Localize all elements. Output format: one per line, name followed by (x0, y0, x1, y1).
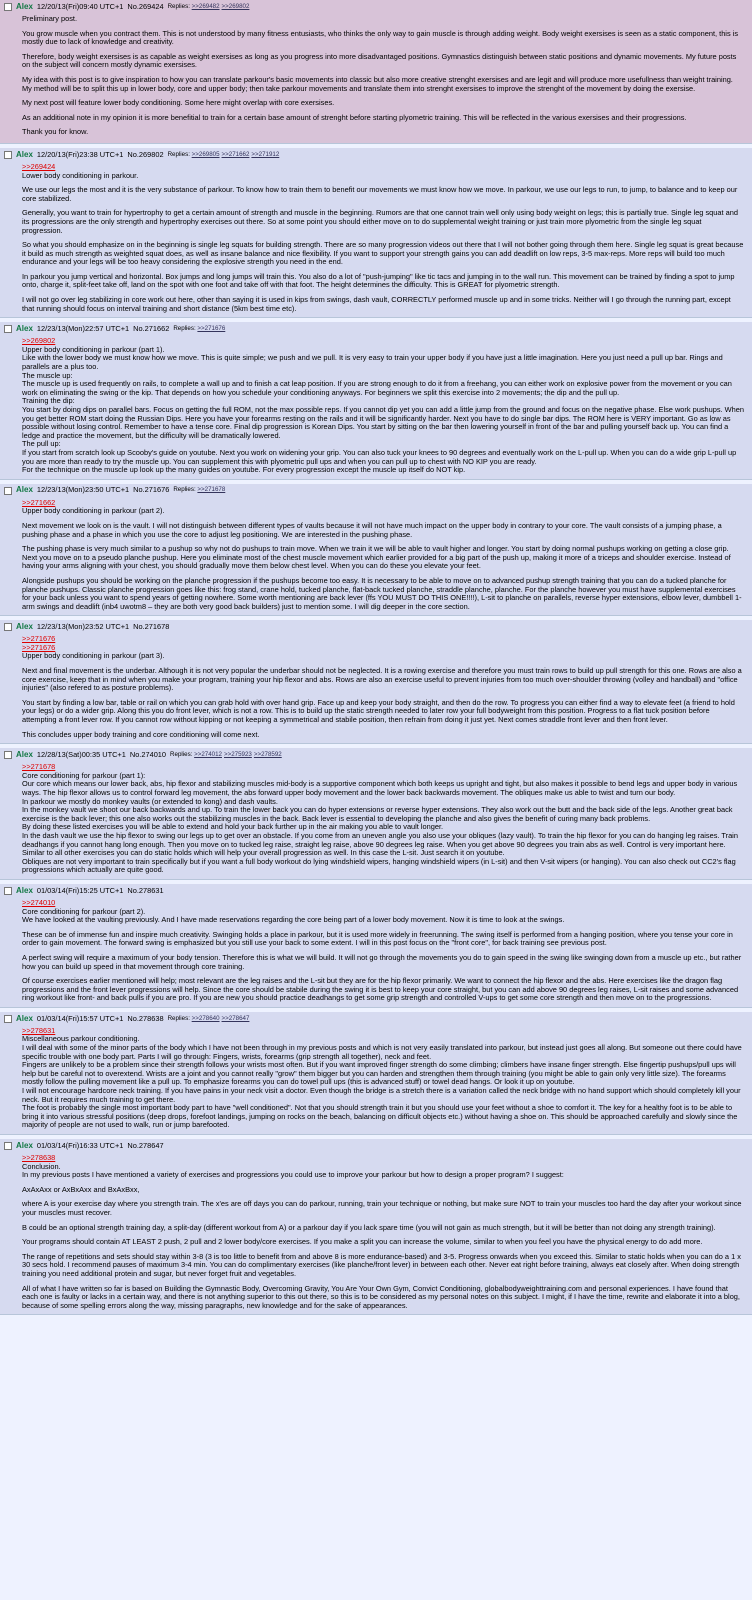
reply-link[interactable]: >>278592 (253, 750, 282, 758)
post-number[interactable]: No.278638 (127, 1013, 164, 1023)
post-body (22, 899, 744, 1003)
reply-post (0, 1139, 752, 1315)
quote-link[interactable]: >>274010 (22, 897, 56, 907)
quote-link[interactable]: >>271676 (22, 642, 56, 652)
post-checkbox[interactable] (4, 151, 12, 159)
reply-link[interactable]: >>269802 (221, 2, 250, 10)
post-paragraph: Miscellaneous parkour conditioning. (22, 1034, 140, 1044)
post-paragraph: In the monkey vault we shoot our back backwards and up. To train the lower back you can do hyper extensions or reverse hyper extensions. They also work out the butt and the back side of the legs. Another great back exercise is the back lever; this one also works out the stabilizing muscles in the back. Back lever is essential to developing the planche and also gives the benefit of curing many back problems. (22, 805, 735, 823)
post-paragraph: Core conditioning for parkour (part 1): (22, 770, 146, 780)
reply-post (0, 484, 752, 617)
post-body (22, 763, 744, 875)
post-paragraph: Generally, you want to train for hypertrophy to get a certain amount of strength and muscle in the beginning. Rumors are that one cannot train well only using body weight on legs; this is partially true. Single leg squat and its progressions are the only strength and hypertrophy exercises out there. So at some point you should either move on to do supplemental weight training or just train more plyometric from the single leg squat progression. (22, 208, 740, 235)
post-checkbox[interactable] (4, 623, 12, 631)
replies-label: Replies: (173, 324, 196, 332)
post-header (4, 1141, 744, 1151)
post-paragraph: In parkour you jump vertical and horizontal. Box jumps and long jumps will train this. You also do a lot of "push-jumping" like tic tacs and jumping in to the wall run. This movement can be trained by finding a spot to jump onto, charge it, split-feet take off, land on the spot with one foot and take off with that foot. The height determines the difficulty. This is GREAT for plyometric strength. (22, 271, 737, 290)
post-paragraph: The pushing phase is very much similar to a pushup so why not do pushups to train move. When we train it we will be able to vault higher and longer. You start by doing normal pushups working on getting a close grip. Next you move on to a pseudo planche pushup. Here you eliminate most of the chest muscle movement which earlier provided for a big part of the push up, making it more of a triceps and shoulder exercise. Instead of having your arms aligning with your chest, you should gradually move them below chest level. When you can do these you elevate your feet. (22, 544, 733, 571)
post-paragraph: Preliminary post. (22, 14, 78, 23)
reply-link[interactable]: >>269482 (191, 2, 220, 10)
post-paragraph: The range of repetitions and sets should stay within 3-8 (3 is too little to benefit from and above 8 is more endurance-based) and 3-5. Progress onwards when you exceed this. Similar to static holds when you can do a 1 x 30 secs hold. I recommend pauses of maximum 3-4 min. You can do complimentary exercises (like planche/front lever) in between each other. Never eat right before training, always eat closely after. When doing strength training you need additional protein and sugar, but never forget fruit and vegetables. (22, 1251, 743, 1278)
post-paragraph: Obliques are not very important to train specifically but if you want a full body workout do lying windshield wipers, hanging windshield wipers (in L-sit) and then V-sit wipers (or hanging). You can also check out CC2's flag progressions which actually are quite good. (22, 856, 738, 875)
post-paragraph: The pull up: (22, 439, 61, 449)
post-paragraph: This concludes upper body training and core conditioning will come next. (22, 729, 260, 739)
reply-link[interactable]: >>275923 (224, 750, 252, 758)
op-post (0, 0, 752, 144)
post-paragraph: I will not go over leg stabilizing in core work out here, other than saying it is used in kips from swings, dash vault, CORRECTLY performed muscle up and in some tricks. Neither will I go through the running part, except that running should focus on interval training and short distance (5km best time etc). (22, 295, 733, 313)
post-paragraph: My idea with this post is to give inspiration to how you can translate parkour's basic movements into classic but also more creative strenght exersises and are legit and will produce more usefullness than weight training. My method will be to split this up in lower body, core and upper body; then take parkour movements and translate them into strenght exersises to improve the strenght of the movement by doing the exersise. (22, 74, 735, 93)
replies-label: Replies: (167, 1014, 190, 1022)
poster-name: Alex (16, 1, 33, 11)
post-paragraph: AxAxAxx or AxBxAxx and BxAxBxx, (22, 1184, 140, 1194)
post-paragraph: These can be of immense fun and inspire much creativity. Swinging holds a place in parkour, but it is used more widely in freerunning. The swing itself is performed from a hanging position, where you tense your core in order to gain movement. The forward swing is emphasized but you still use your back to some extent. I will in this post focus on the "front core", for back training see previous post. (22, 929, 735, 948)
reply-post (0, 1012, 752, 1135)
reply-link[interactable]: >>278640 (191, 1014, 220, 1022)
reply-post (0, 748, 752, 880)
post-date: 12/28/13(Sat)00:35 UTC+1 (36, 749, 126, 759)
post-date: 01/03/14(Fri)15:25 UTC+1 (36, 885, 124, 895)
post-paragraph: Upper body conditioning in parkour (part 3). (22, 651, 165, 661)
post-paragraph: As an additional note in my opinion it is more benefitial to train for a certain base amount of strenght before starting plyometric training. This will be reflected in the various exersises and their progressions. (22, 112, 687, 122)
post-paragraph: In parkour we mostly do monkey vaults (or extended to kong) and dash vaults. (22, 796, 278, 806)
post-checkbox[interactable] (4, 325, 12, 333)
post-paragraph: Our core which means our lower back, abs, hip flexor and stabilizing muscles mid-body is a supportive component which both keeps us upright and tight, but also makes it possible to bend legs and upper body in various ways. The hip flexor allows us to control forward leg movement, the abs forward upper body movement and the lower back backwards movement. The obliques make us able to twist and turn our body. (22, 779, 740, 797)
post-date: 01/03/14(Fri)16:33 UTC+1 (36, 1140, 124, 1150)
replies (168, 1015, 252, 1024)
post-number[interactable]: No.269802 (127, 149, 164, 159)
quote-link[interactable]: >>269424 (22, 161, 56, 171)
post-paragraph: We use our legs the most and it is the very substance of parkour. To know how to train them to benefit our movements we must know how we move. In parkour, we use our legs to run, to jump, to balance and to keep our core stabilized. (22, 185, 740, 203)
post-paragraph: In the dash vault we use the hip flexor to swing our legs up to get over an obstacle. If you come from an uneven angle you also use your obliques (lazy vault). To train the hip flexor for you can do hanging leg raises. Train deadhangs if you cannot hang long enough. Then you move on to tucked leg raise, straight leg raise, above 90 degrees leg raise. When you get above 90 degrees you train abs as well. Control is very important here. Similar to all other exercises you can do static holds which will help your overall progression as well. In this case the L-sit. Just search it on youtube. (22, 830, 741, 858)
post-paragraph: If you start from scratch look up Scooby's guide on youtube. Next you work on widening your grip. You can also tuck your knees to 90 degrees and eventually work on the L-pull up. When you can do a wide grip L-pull up you are more than ready to try the muscle up. You can supplement this with plyometric pull ups and when you can pull up to chest with NO KIP you are ready. (22, 447, 739, 466)
post-checkbox[interactable] (4, 3, 12, 11)
post-date: 12/23/13(Mon)23:52 UTC+1 (36, 621, 130, 631)
poster-name: Alex (16, 885, 33, 895)
post-paragraph: The muscle up is used frequently on rails, to complete a wall up and to finish a cat leap position. If you are strong enough to do it from a freehang, you can either work on explosive power from the movement or you can work on eliminating the swing or the kip. That depends on how you schedule your conditioning anyways. For beginners we split this exercise into 2 movements; the dip and the pull up. (22, 379, 734, 397)
post-paragraph: Next and final movement is the underbar. Although it is not very popular the underbar should not be neglected. It is a rowing exercise and therefore you must train rows to build up pull strength for this one. Rows are also a core exercise, keep that in mind when you make your program, training your hip flexor and abs. Rows are also an exercise useful to prevent injuries from too much over-shoulder throwing (volley and handball) and "office injuries" (also refered to as posture problems). (22, 666, 744, 693)
post-body (22, 1154, 744, 1310)
replies-label: Replies: (167, 2, 190, 10)
replies (170, 751, 284, 760)
post-paragraph: Therefore, body weight exersises is as capable as weight exersises as long as you progress into more disadvantaged positions. Gymnastics distinguish between static positions and dynamic movements. My future posts on the subject will concern mostly dynamic exersises. (22, 51, 739, 70)
post-paragraph: You start by doing dips on parallel bars. Focus on getting the full ROM, not the max possible reps. If you cannot dip yet you can add a little jump from the ground and focus on the negative phase. Else work pushups. When you get better ROM start doing the Russian Dips. Here you have your forearms resting on the rails and it will be significantly harder. Next you have to do single bar dips. The ROM here is VERY important. Go as low as possible without losing control. Remember to have a tense core. Final dip progression is Korean Dips. You start by sitting on the bar then lowering yourself in front of the bar and pulling yourself back up. You can find a ledge and practice the movement, but the difficulty will be dramatically lowered. (22, 405, 747, 440)
post-number[interactable]: No.271676 (133, 485, 170, 495)
quote-link[interactable]: >>278631 (22, 1025, 56, 1035)
post-body (22, 499, 744, 612)
post-paragraph: Lower body conditioning in parkour. (22, 170, 139, 180)
post-paragraph: where A is your exercise day where you strength train. The x'es are off days you can do parkour, running, train your technique or nothing, but make sure NOT to train your muscles too hard the day after your workout since your muscles must recover. (22, 1199, 744, 1217)
quote-link[interactable]: >>271676 (22, 634, 56, 644)
post-paragraph: Your programs should contain AT LEAST 2 push, 2 pull and 2 lower body/core exercises. If you make a split you can increase the volume, similar to when you feel you have the physical energy to do add more. (22, 1237, 703, 1247)
post-number[interactable]: No.271662 (133, 323, 170, 333)
quote-link[interactable]: >>278638 (22, 1153, 56, 1162)
poster-name: Alex (16, 149, 33, 159)
poster-name: Alex (16, 1013, 33, 1023)
reply-link[interactable]: >>271912 (251, 150, 280, 158)
post-paragraph: Thank you for know. (22, 127, 89, 137)
replies (173, 486, 227, 495)
post-header (4, 486, 744, 496)
post-paragraph: The muscle up: (22, 370, 73, 380)
reply-link[interactable]: >>274012 (194, 750, 222, 758)
reply-post (0, 620, 752, 744)
post-date: 12/20/13(Fri)23:38 UTC+1 (36, 149, 124, 159)
poster-name: Alex (16, 1140, 33, 1150)
post-paragraph: My next post will feature lower body conditioning. Some here might overlap with core exersises. (22, 98, 335, 108)
post-body (22, 635, 744, 739)
post-checkbox[interactable] (4, 487, 12, 495)
post-number[interactable]: No.278647 (127, 1140, 164, 1150)
poster-name: Alex (16, 749, 33, 759)
post-paragraph: All of what I have written so far is based on Building the Gymnastic Body, Overcoming Gravity, You Are Your Own Gym, Convict Conditioning, globalbodyweighttraining.com and personal experiences. I have found that each one is faulty or lacks in a certain way, and there is not anything superior to this out there, so this is to be considered as my personal notes on this subject. I might, if I have the time, rewrite and elaborate it into a blog, because of some spelling errors along the way, missing paragraphs, new knowledge and for the sake of appearances. (22, 1283, 743, 1310)
post-number[interactable]: No.274010 (129, 749, 167, 759)
post-paragraph: I will not encourage hardcore neck training. If you have pains in your neck visit a doctor. Even though the bridge is a stretch there is a variation called the neck bridge with no hand support which should completely kill your neck. But it requires much training to get there. (22, 1086, 743, 1104)
post-header (4, 886, 744, 896)
post-paragraph: Training the dip: (22, 396, 75, 406)
post-date: 12/23/13(Mon)22:57 UTC+1 (36, 323, 130, 333)
post-header (4, 750, 744, 760)
post-checkbox[interactable] (4, 1142, 12, 1150)
post-paragraph: Fingers are unlikely to be a problem since their strength follows your wrists most often. But if you want improved finger strength do some climbing; climbers have insane finger strength. Else fingertip pushups/pull ups will help but be careful not to overextend. Wrists are a joint and you cannot really "grow" them bigger but you can harden and strengthen them through training (you might be able to gain only very little size). The forearms mostly follow the pulling movement like a pull up. To emphasize forearms you can do towel pull ups (this is advanced stuff) or towel dead hangs. Or look it up on youtube. (22, 1060, 739, 1087)
poster-name: Alex (16, 485, 33, 495)
post-paragraph: Alongside pushups you should be working on the planche progression if the pushups become too easy. It is necessary to be able to move on to advanced pushup strength training that you can do a tucked planche for planche pushups. Classic planche progression goes like this: frog stand, crane hold, tucked planche, flat-back tucked planche, straddle planche, planche. For the planche however you must have supplemental exercises for your back unless you want to spend years of getting nowhere. Some worth mentioning are back lever (ffs YOU MUST DO THIS ONE!!!!), L-sit to planche on parallels, reverse hyper extensions, elbow lever, dumbbell 1-arm swings and deadlift (inb4 uwotm8 – they are both very good back builders) just to mention some. I will dig deeper in the core section. (22, 575, 742, 611)
reply-link[interactable]: >>269805 (191, 150, 220, 158)
post-number[interactable]: No.269424 (127, 1, 164, 11)
post-paragraph: By doing these listed exercises you will be able to extend and hold your back further up in the air making you able to vault longer. (22, 822, 444, 832)
poster-name: Alex (16, 323, 33, 333)
post-paragraph: Core conditioning for parkour (part 2). We have looked at the vaulting previously. And I have made reservations regarding the core being part of a lower body movement. Now it is time to look at the swings. (22, 906, 565, 925)
reply-link[interactable]: >>271662 (221, 150, 250, 158)
post-body (22, 1027, 744, 1130)
post-paragraph: B could be an optional strength training day, a split-day (different workout from A) or a parkour day if you lack spare time (you will not gain as much strength, but it will be better than not doing any strength training). (22, 1222, 716, 1232)
post-date: 01/03/14(Fri)15:57 UTC+1 (36, 1013, 124, 1023)
post-header (4, 324, 744, 334)
post-checkbox[interactable] (4, 887, 12, 895)
post-body (22, 163, 744, 313)
replies (168, 3, 252, 12)
replies (173, 325, 227, 334)
post-paragraph: For the technique on the muscle up look up the many guides on youtube. For every progression except the muscle up itself do NOT kip. (22, 465, 466, 475)
reply-post (0, 884, 752, 1008)
post-paragraph: Next movement we look on is the vault. I will not distinguish between different types of vaults because it will not have much impact on the upper body in contrary to your core. The vault consists of a jumping phase, a pushing phase and a phase in which you use the core to adjust leg positioning. We are interested in the pushing phase. (22, 520, 724, 539)
post-checkbox[interactable] (4, 751, 12, 759)
quote-link[interactable]: >>269802 (22, 336, 56, 346)
post-paragraph: You start by finding a low bar, table or rail on which you can grab hold with over hand grip. Face up and keep your body straight, and then do the row. To progress you can either find a way to elevate feet (a friend to hold your legs) or do a wider grip. Along this you do front lever, which is not a row. This is to build up the static strength needed to later row your full bodyweight from this position. Progress to a flat tuck position before attempting a front lever row. If you cannot row without kipping or not keeping a symmetrical and stabile position, then refrain from doing it just yet. Next comes straddle front lever and then front lever. (22, 697, 737, 725)
post-paragraph: You grow muscle when you contract them. This is not understood by many fitness entusiasts, who thinks the only way to gain muscle is through adding weight. Body weight exersises is seen as a static component, this is mostly due to lack of knowledge and creativity. (22, 28, 741, 47)
post-date: 12/23/13(Mon)23:50 UTC+1 (36, 485, 130, 495)
post-paragraph: I will deal with some of the minor parts of the body which I have not been through in my previous posts and which is not very easily translated into parkour, but instead just goes all along. But someone out there could have specific trouble with one body part. Parts I will go through: Fingers, wrists, forearms (grip strength all together), neck and feet. (22, 1043, 744, 1061)
reply-link[interactable]: >>271678 (197, 486, 226, 494)
reply-post (0, 322, 752, 480)
post-header (4, 150, 744, 160)
post-body (22, 15, 744, 137)
quote-link[interactable]: >>271662 (22, 497, 56, 507)
reply-link[interactable]: >>271676 (197, 324, 226, 332)
post-paragraph: The foot is probably the single most important body part to have "well conditioned". Not that you should strength train it but you should use your feet without a shoe to comfort it. The key for a healthy foot is to be able to bring it into various stressful positions (deep drops, forefoot landings, jumping on rocks on the beach, balancing on difficult objects etc.) without having a shoe on. This should be approached carefully and slowly since the majority of people are not used to walk, run or jump barefooted. (22, 1103, 740, 1130)
replies-label: Replies: (167, 150, 190, 158)
replies (168, 151, 282, 160)
post-paragraph: Conclusion. In my previous posts I have mentioned a variety of exercises and progressions you could use to improve your parkour but how to design a proper program? I suggest: (22, 1161, 564, 1180)
reply-post (0, 148, 752, 318)
post-paragraph: Upper body conditioning in parkour (part 1). (22, 344, 165, 354)
post-checkbox[interactable] (4, 1015, 12, 1023)
post-paragraph: A perfect swing will require a maximum of your body tension. Therefore this is what we will build. It will not go through the movements you do to gain speed in the swing like swinging down from a muscle up etc., but rather how you can build up speed in that movement through core training. (22, 952, 744, 971)
post-header (4, 622, 744, 632)
post-date: 12/20/13(Fri)09:40 UTC+1 (36, 1, 124, 11)
post-paragraph: Of course exercises earlier mentioned will help; most relevant are the leg raises and the L-sit but they are for the hip flexor primarily. We want to connect the hip flexor and the abs. Here exercises like the dragon flag progressions and the front lever progressions will help. Since the core should be stabile during the swing it is best to keep your core straight, but you can add above 90 degrees leg raises, L-sit raises and some advanced ring workout like front- and back pulls if you are pro. If you are new you should practice deadhangs to get some grip strength and controlled V-ups to get some core strength and then move on to the progressions. (22, 976, 741, 1003)
quote-link[interactable]: >>271678 (22, 762, 56, 772)
post-paragraph: So what you should emphasize on in the beginning is single leg squats for building strength. There are so many progression videos out there that I will not bother going through them here. Single leg squat is great because it build as much strength as weighted squat does, as well as insane balance and nice flexibility. If you want to support your strength gains you can add deadlift on low reps, 3-5 max-reps. More reps will build too much endurance and your legs will be too heavy considering the explosive strength you need in the end. (22, 240, 746, 267)
post-paragraph: Upper body conditioning in parkour (part 2). (22, 506, 165, 516)
post-header (4, 1014, 744, 1024)
replies-label: Replies: (170, 750, 193, 758)
post-body (22, 336, 747, 475)
post-number[interactable]: No.271678 (133, 621, 170, 631)
poster-name: Alex (16, 621, 33, 631)
reply-link[interactable]: >>278647 (221, 1014, 250, 1022)
post-number[interactable]: No.278631 (127, 885, 164, 895)
post-paragraph: Like with the lower body we must know how we move. This is quite simple; we push and we pull. It is very easy to train your upper body if you have just a little imagination. Here you just need a pull up bar. Rings and parallels are a plus too. (22, 353, 725, 372)
post-header (4, 2, 744, 12)
replies-label: Replies: (173, 486, 196, 494)
